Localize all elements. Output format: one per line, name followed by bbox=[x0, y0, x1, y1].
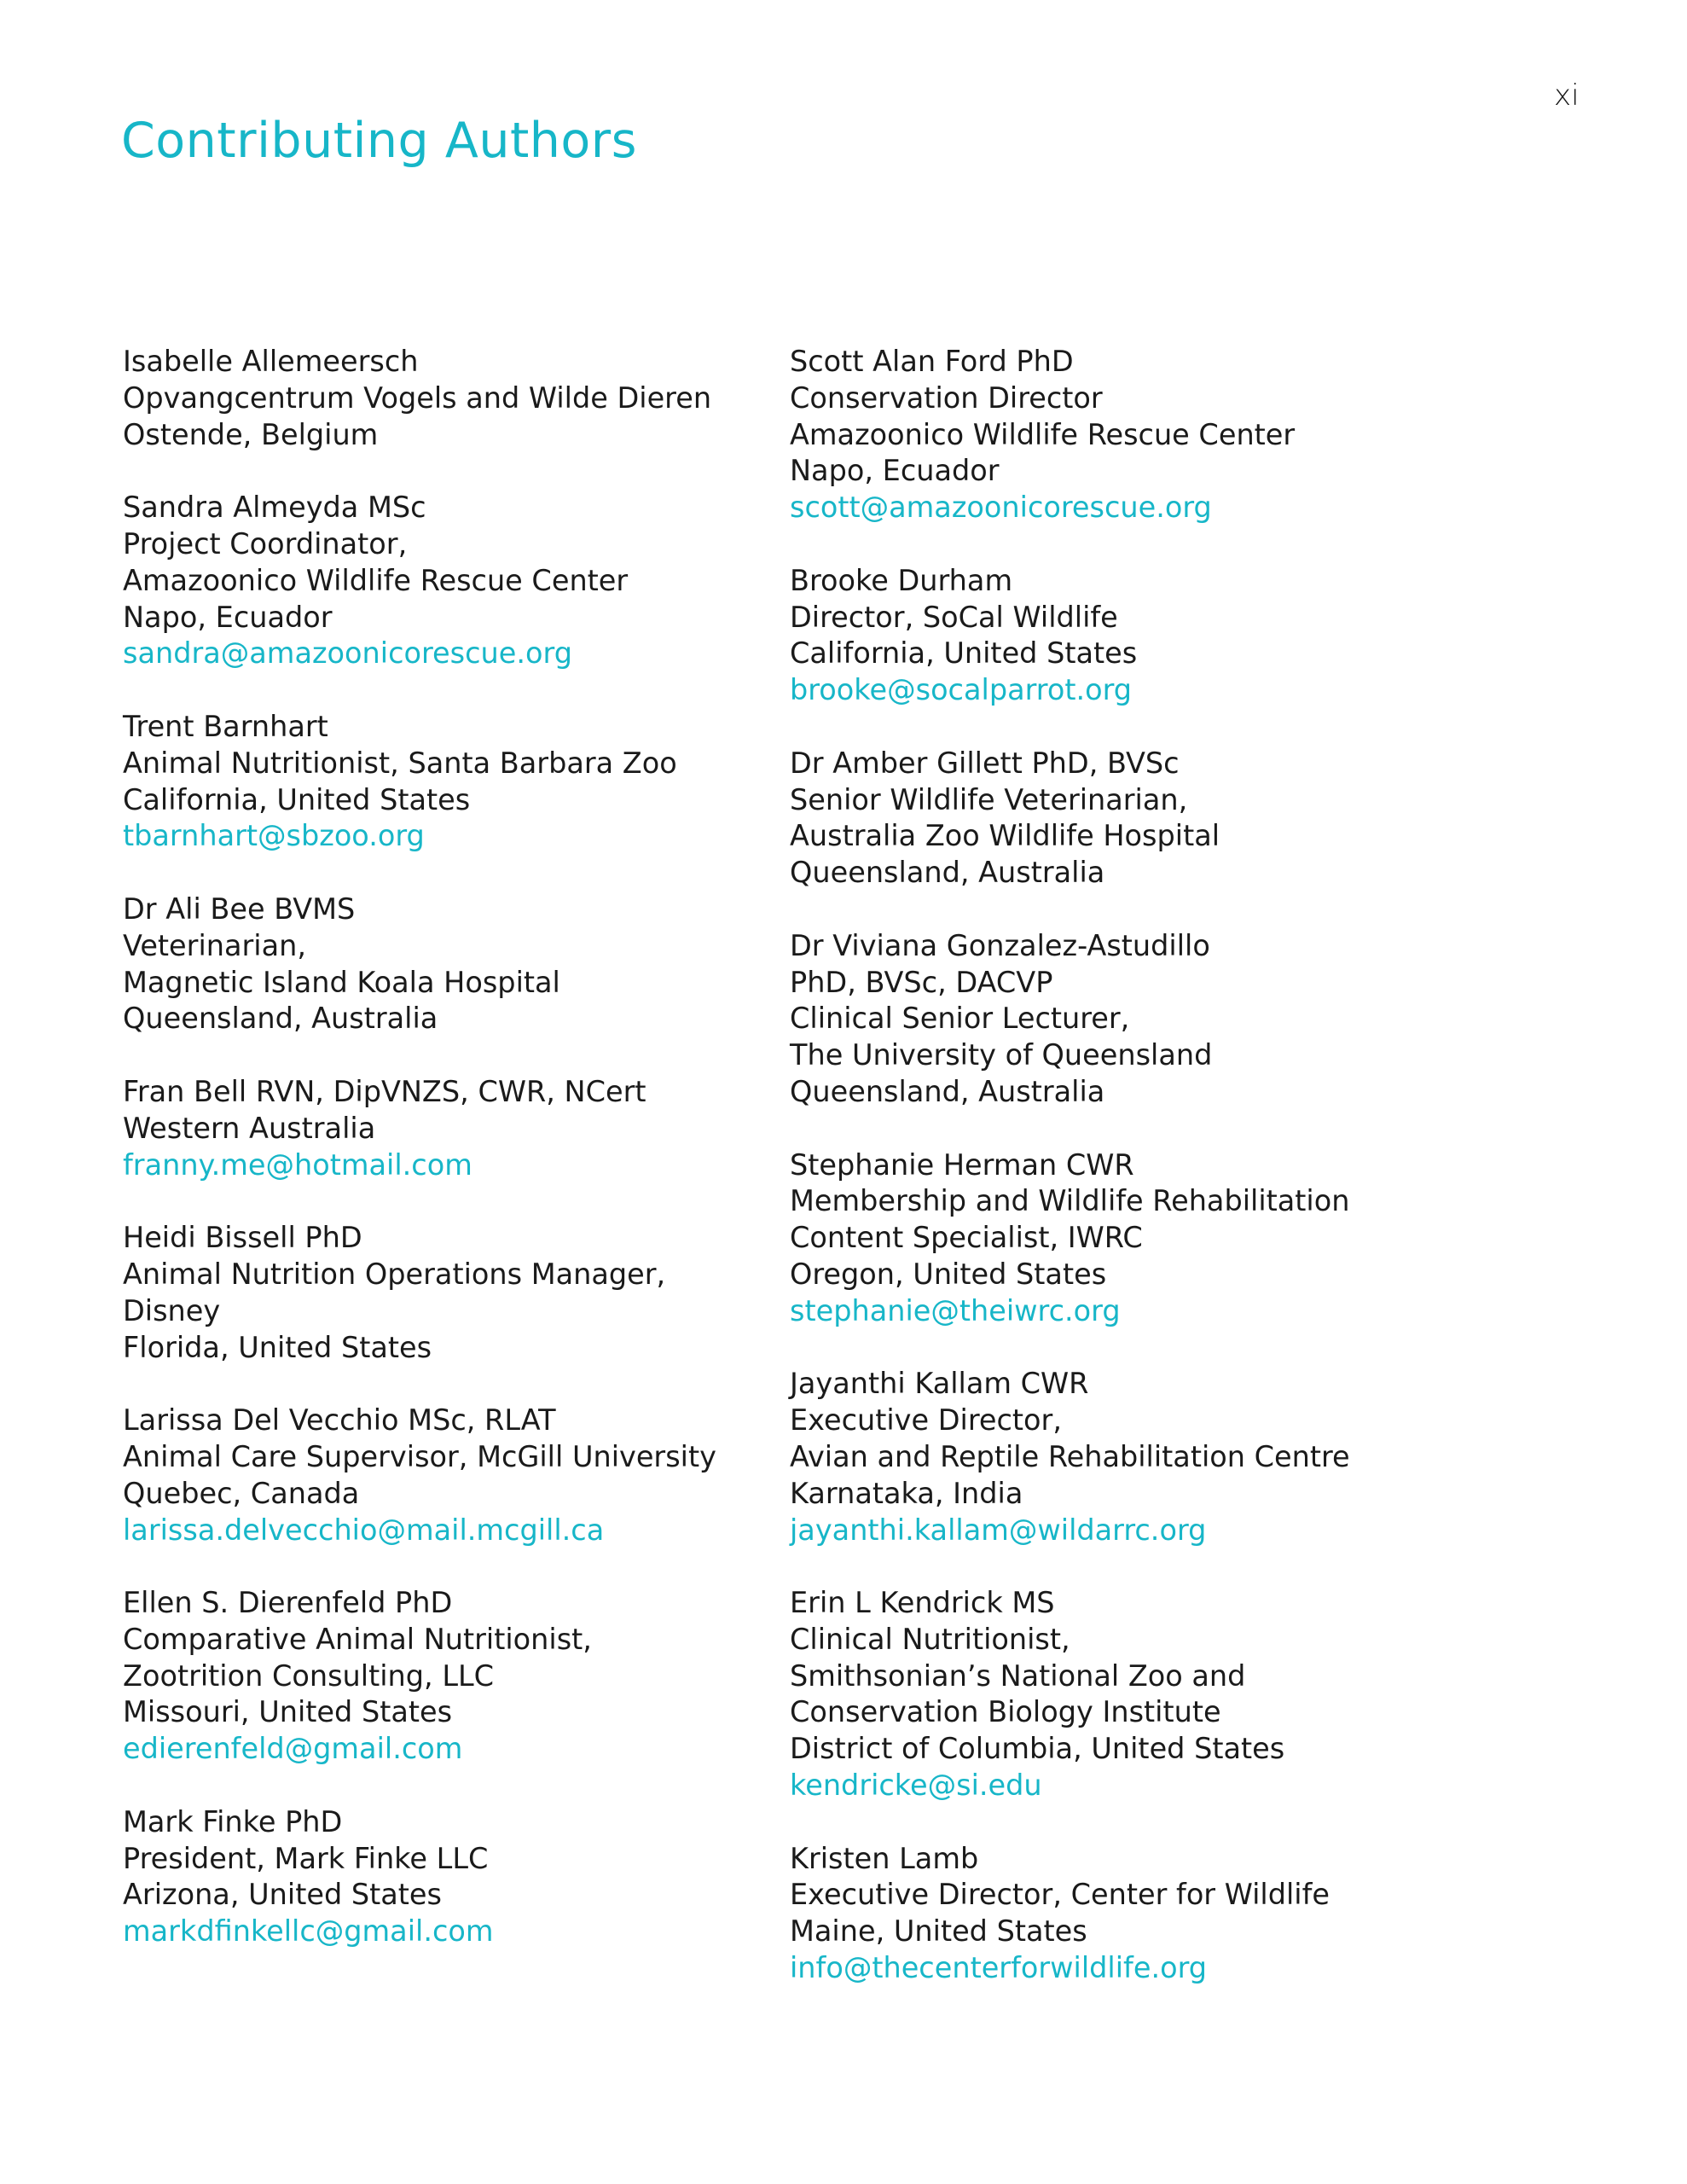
author-list-left bbox=[123, 344, 771, 1987]
page-title: Contributing Authors bbox=[121, 113, 637, 169]
author-email-link[interactable]: markdfinkellc@gmail.com bbox=[123, 1914, 494, 1949]
author-affiliation-line: Animal Nutrition Operations Manager, bbox=[123, 1257, 666, 1291]
author-entry bbox=[123, 1403, 771, 1548]
author-email-link[interactable]: larissa.delvecchio@mail.mcgill.ca bbox=[123, 1513, 605, 1547]
author-affiliation-line: Executive Director, Center for Wildlife bbox=[790, 1878, 1330, 1912]
author-affiliation-line: Animal Care Supervisor, McGill University bbox=[123, 1439, 716, 1473]
author-affiliation-line: Veterinarian, bbox=[123, 928, 307, 962]
author-entry bbox=[123, 1804, 771, 1950]
author-name: Fran Bell RVN, DipVNZS, CWR, NCert bbox=[123, 1074, 646, 1108]
author-affiliation-line: Queensland, Australia bbox=[790, 1074, 1105, 1108]
author-affiliation-line: Napo, Ecuador bbox=[790, 454, 1000, 488]
author-name: Kristen Lamb bbox=[790, 1841, 979, 1875]
author-affiliation-line: Clinical Senior Lecturer, bbox=[790, 1002, 1130, 1036]
author-entry bbox=[123, 1074, 771, 1183]
author-affiliation-line: Napo, Ecuador bbox=[123, 600, 333, 634]
author-email-link[interactable]: stephanie@theiwrc.org bbox=[790, 1293, 1121, 1327]
author-entry bbox=[790, 563, 1438, 709]
author-affiliation-line: PhD, BVSc, DACVP bbox=[790, 965, 1053, 999]
author-affiliation-line: Avian and Reptile Rehabilitation Centre bbox=[790, 1439, 1350, 1473]
author-list-right bbox=[790, 344, 1438, 2024]
author-affiliation-line: Arizona, United States bbox=[123, 1878, 442, 1912]
author-name: Dr Viviana Gonzalez-Astudillo bbox=[790, 928, 1210, 962]
author-email-link[interactable]: kendricke@si.edu bbox=[790, 1769, 1042, 1803]
author-entry bbox=[790, 1585, 1438, 1804]
author-name: Dr Amber Gillett PhD, BVSc bbox=[790, 746, 1180, 780]
author-name: Ellen S. Dierenfeld PhD bbox=[123, 1586, 453, 1620]
author-affiliation-line: Clinical Nutritionist, bbox=[790, 1622, 1070, 1656]
author-affiliation-line: Queensland, Australia bbox=[790, 856, 1105, 890]
author-affiliation-line: Ostende, Belgium bbox=[123, 417, 379, 451]
author-affiliation-line: Content Specialist, IWRC bbox=[790, 1221, 1143, 1255]
author-affiliation-line: Maine, United States bbox=[790, 1914, 1087, 1949]
author-email-link[interactable]: brooke@socalparrot.org bbox=[790, 673, 1133, 707]
author-name: Brooke Durham bbox=[790, 563, 1013, 597]
author-affiliation-line: Animal Nutritionist, Santa Barbara Zoo bbox=[123, 746, 677, 780]
author-email-link[interactable]: sandra@amazoonicorescue.org bbox=[123, 636, 572, 671]
author-entry bbox=[790, 1366, 1438, 1548]
author-affiliation-line: Director, SoCal Wildlife bbox=[790, 600, 1118, 634]
author-affiliation-line: Executive Director, bbox=[790, 1403, 1062, 1438]
author-name: Larissa Del Vecchio MSc, RLAT bbox=[123, 1403, 556, 1438]
author-name: Erin L Kendrick MS bbox=[790, 1586, 1055, 1620]
author-entry bbox=[123, 490, 771, 672]
author-affiliation-line: Queensland, Australia bbox=[123, 1002, 438, 1036]
author-name: Stephanie Herman CWR bbox=[790, 1147, 1134, 1182]
author-affiliation-line: Senior Wildlife Veterinarian, bbox=[790, 782, 1188, 816]
author-name: Jayanthi Kallam CWR bbox=[790, 1367, 1089, 1401]
author-affiliation-line: Amazoonico Wildlife Rescue Center bbox=[123, 563, 629, 597]
author-affiliation-line: California, United States bbox=[123, 782, 471, 816]
author-email-link[interactable]: tbarnhart@sbzoo.org bbox=[123, 819, 425, 853]
author-affiliation-line: Conservation Biology Institute bbox=[790, 1695, 1221, 1729]
author-entry bbox=[123, 1585, 771, 1768]
author-email-link[interactable]: jayanthi.kallam@wildarrc.org bbox=[790, 1513, 1207, 1547]
author-name: Mark Finke PhD bbox=[123, 1804, 343, 1838]
author-entry bbox=[790, 928, 1438, 1111]
author-affiliation-line: Smithsonian’s National Zoo and bbox=[790, 1658, 1246, 1693]
author-entry bbox=[790, 1841, 1438, 1987]
author-name: Isabelle Allemeersch bbox=[123, 345, 419, 378]
author-name: Scott Alan Ford PhD bbox=[790, 345, 1074, 378]
author-affiliation-line: Karnataka, India bbox=[790, 1476, 1023, 1510]
author-entry bbox=[790, 746, 1438, 892]
author-affiliation-line: Conservation Director bbox=[790, 380, 1103, 415]
author-affiliation-line: Quebec, Canada bbox=[123, 1476, 360, 1510]
author-affiliation-line: Australia Zoo Wildlife Hospital bbox=[790, 819, 1220, 853]
author-affiliation-line: California, United States bbox=[790, 636, 1138, 671]
author-entry bbox=[123, 709, 771, 855]
page-number: xi bbox=[1554, 78, 1580, 113]
author-affiliation-line: Oregon, United States bbox=[790, 1257, 1107, 1291]
author-entry bbox=[790, 1147, 1438, 1330]
author-affiliation-line: Magnetic Island Koala Hospital bbox=[123, 965, 560, 999]
author-name: Sandra Almeyda MSc bbox=[123, 491, 426, 525]
author-entry bbox=[123, 1220, 771, 1366]
author-email-link[interactable]: scott@amazoonicorescue.org bbox=[790, 491, 1212, 525]
author-affiliation-line: The University of Queensland bbox=[790, 1038, 1213, 1072]
author-email-link[interactable]: franny.me@hotmail.com bbox=[123, 1147, 472, 1182]
author-affiliation-line: Amazoonico Wildlife Rescue Center bbox=[790, 417, 1296, 451]
author-affiliation-line: Disney bbox=[123, 1293, 221, 1327]
author-entry bbox=[123, 892, 771, 1037]
author-name: Dr Ali Bee BVMS bbox=[123, 892, 356, 926]
author-name: Trent Barnhart bbox=[123, 709, 328, 743]
author-email-link[interactable]: edierenfeld@gmail.com bbox=[123, 1732, 463, 1766]
author-affiliation-line: Project Coordinator, bbox=[123, 526, 408, 561]
author-name: Heidi Bissell PhD bbox=[123, 1221, 362, 1255]
author-affiliation-line: Zootrition Consulting, LLC bbox=[123, 1658, 495, 1693]
author-affiliation-line: Opvangcentrum Vogels and Wilde Dieren bbox=[123, 380, 712, 415]
author-affiliation-line: District of Columbia, United States bbox=[790, 1732, 1285, 1766]
author-email-link[interactable]: info@thecenterforwildlife.org bbox=[790, 1951, 1208, 1985]
author-affiliation-line: Membership and Wildlife Rehabilitation bbox=[790, 1184, 1350, 1218]
author-affiliation-line: Missouri, United States bbox=[123, 1695, 453, 1729]
author-affiliation-line: Comparative Animal Nutritionist, bbox=[123, 1622, 592, 1656]
author-affiliation-line: President, Mark Finke LLC bbox=[123, 1841, 489, 1875]
author-entry bbox=[123, 344, 771, 453]
author-entry bbox=[790, 344, 1438, 526]
author-affiliation-line: Florida, United States bbox=[123, 1330, 432, 1364]
author-affiliation-line: Western Australia bbox=[123, 1111, 376, 1145]
